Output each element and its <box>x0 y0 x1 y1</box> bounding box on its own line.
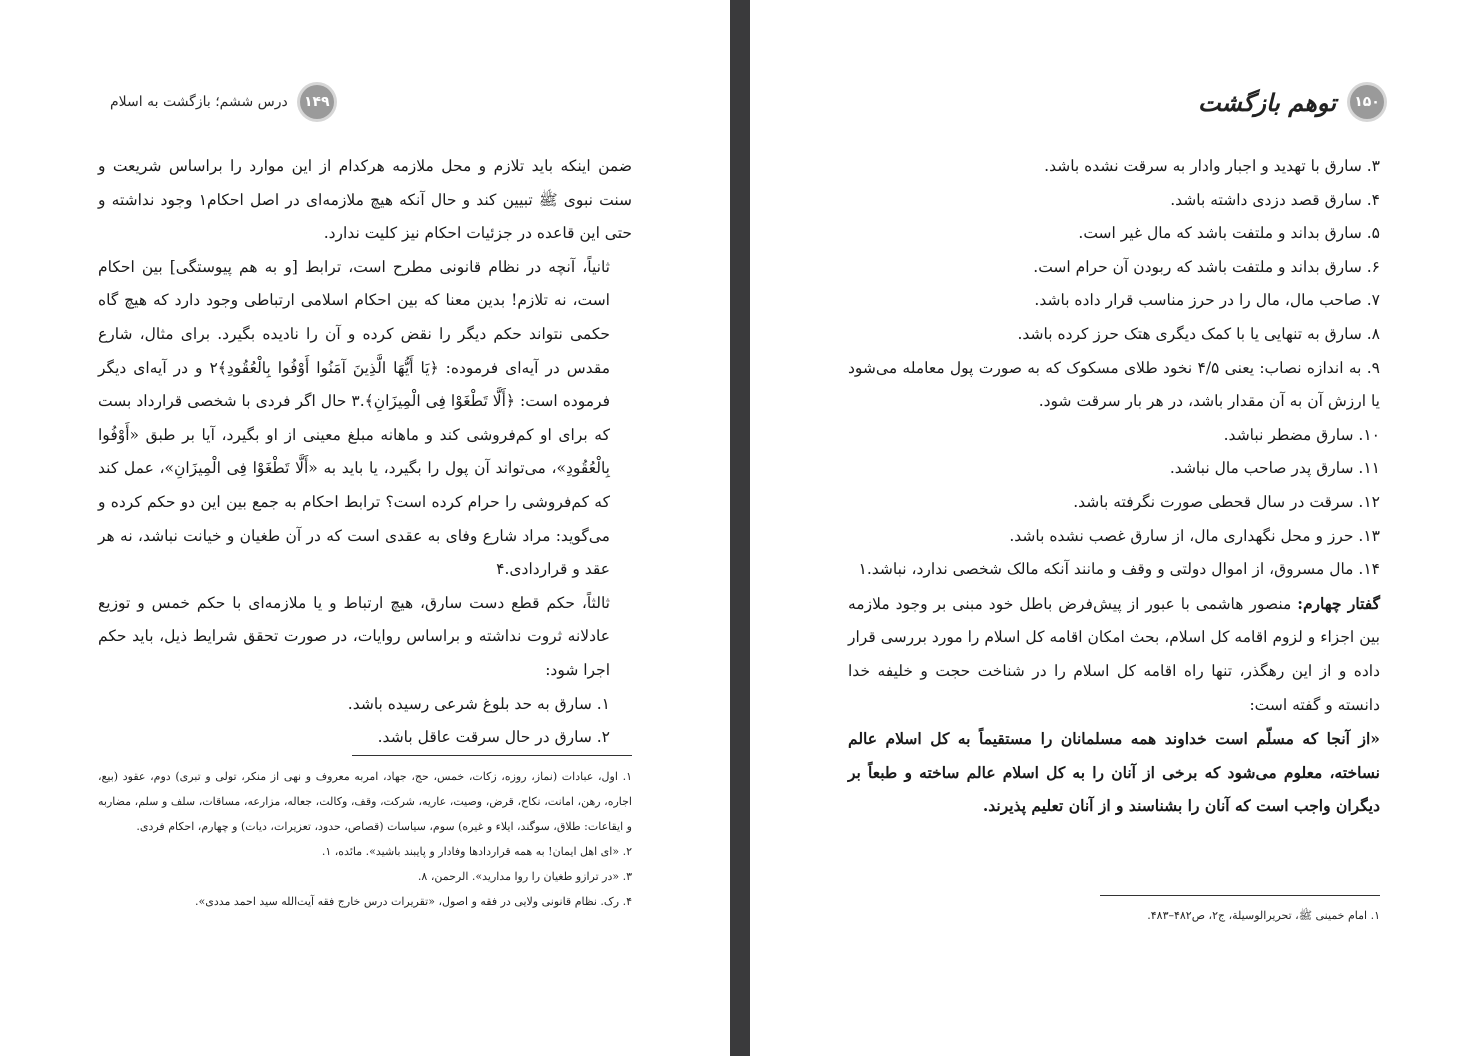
condition-item: ۹. به اندازه نصاب: یعنی ۴/۵ نخود طلای مسکوک که به صورت پول معامله می‌شود یا ارزش آن به آن مقدار باشد، در هر بار سرقت شود. <box>848 358 1380 411</box>
page-header <box>850 84 1384 120</box>
footnotes <box>848 903 1380 928</box>
book-gutter <box>730 0 750 1056</box>
condition-item: ۴. سارق قصد دزدی داشته باشد. <box>1170 190 1380 209</box>
condition-item: ۸. سارق به تنهایی یا با کمک دیگری هتک حرز کرده باشد. <box>1017 324 1380 343</box>
section-text: منصور هاشمی با عبور از پیش‌فرض باطل خود مبنی بر وجود ملازمه بین اجزاء و لزوم اقامه کل اسلام، بحث امکان اقامه کل اسلام را مورد بررسی قرار داده و از این رهگذر، تنها راه اقامه کل اسلام را در شناخت حجت و خلیفه خدا دانسته و گفته است: <box>848 594 1380 714</box>
condition-item: ۵. سارق بداند و ملتفت باشد که مال غیر است. <box>1078 224 1380 243</box>
footnote-divider <box>352 755 632 756</box>
page-149 <box>0 0 730 1056</box>
condition-item: ۱۰. سارق مضطر نباشد. <box>1223 425 1380 444</box>
condition-item: ۳. سارق با تهدید و اجبار وادار به سرقت نشده باشد. <box>1044 157 1380 175</box>
footnote: ۱. امام خمینی ﷺ، تحریرالوسیلة، ج۲، ص۴۸۲–۴۸۳. <box>1147 909 1380 922</box>
page-150 <box>750 0 1484 1056</box>
book-title-logo: توهم بازگشت <box>1197 87 1336 117</box>
condition-item: ۱۴. مال مسروق، از اموال دولتی و وقف و مانند آنکه مالک شخصی ندارد، نباشد.۱ <box>858 560 1380 579</box>
footnote-divider <box>1100 895 1380 896</box>
condition-item: ۱. سارق به حد بلوغ شرعی رسیده باشد. <box>347 694 610 713</box>
page-number-badge: ۱۴۹ <box>300 85 334 119</box>
condition-item: ۱۳. حرز و محل نگهداری مال، از سارق غصب نشده باشد. <box>1009 526 1380 545</box>
page-number-badge: ۱۵۰ <box>1350 85 1384 119</box>
footnote: ۲. «ای اهل ایمان! به همه قراردادها وفادار و پایبند باشید». مائده، ۱. <box>321 845 632 858</box>
quote-block: «از آنجا که مسلّم است خداوند همه مسلمانان را مستقیماً به کل اسلام عالم نساخته، معلوم می‌شود که برخی از آنان را به کل اسلام عالم ساخته و طبعاً بر دیگران واجب است که آنان را بشناسند و از آنان تعلیم پذیرند. <box>848 729 1380 816</box>
page-header <box>98 84 632 120</box>
footnote: ۴. رک. نظام قانونی ولایی در فقه و اصول، «تقریرات درس خارج فقه آیت‌الله سید احمد مددی». <box>195 895 632 908</box>
footnote: ۳. «در ترازو طغیان را روا مدارید». الرحمن، ۸. <box>417 870 632 883</box>
section-heading: گفتار چهارم: <box>1297 593 1380 613</box>
condition-item: ۱۲. سرقت در سال قحطی صورت نگرفته باشد. <box>1073 492 1380 511</box>
paragraph: ثالثاً، حکم قطع دست سارق، هیچ ارتباط و یا ملازمه‌ای با حکم خمس و توزیع عادلانه ثروت نداشته و براساس روایات، در صورت تحقق شرایط ذیل، باید حکم اجرا شود: <box>98 593 610 679</box>
condition-item: ۷. صاحب مال، مال را در حرز مناسب قرار داده باشد. <box>1034 291 1380 310</box>
condition-item: ۲. سارق در حال سرقت عاقل باشد. <box>377 728 610 747</box>
running-title: درس ششم؛ بازگشت به اسلام <box>110 94 288 110</box>
footnotes <box>98 764 632 914</box>
paragraph: ثانیاً، آنچه در نظام قانونی مطرح است، ترابط [و به هم پیوستگی] بین احکام است، نه تلازم! بدین معنا که بین احکام اسلامی ارتباطی وجود دارد که هیچ گاه حکمی نتواند حکم دیگر را نقض کرده و آن را نادیده بگیرد. برای مثال، شارع مقدس در آیه‌ای فرموده: ﴿یَا أَیُّهَا الَّذِینَ آمَنُوا أَوْفُوا بِالْعُقُودِ﴾۲ و در آیه‌ای دیگر فرموده است: ﴿أَلَّا تَطْغَوْا فِی الْمِیزَانِ﴾.۳ حال اگر فردی با شخصی قرارداد بست که برای او کم‌فروشی کند و ماهانه مبلغ معینی از او بگیرد، آیا بر طبق «أَوْفُوا بِالْعُقُودِ»، می‌تواند آن پول را بگیرد، یا باید به «أَلَّا تَطْغَوْا فِی الْمِیزَانِ»، عمل کند که کم‌فروشی را حرام کرده است؟ ترابط احکام به جمع بین این دو حکم کرده و می‌گوید: مراد شارع وفای به عقدی است که در آن طغیان و خیانت نباشد، نه هر عقد و قراردادی.۴ <box>98 257 610 579</box>
condition-item: ۱۱. سارق پدر صاحب مال نباشد. <box>1169 459 1380 478</box>
section-paragraph <box>848 587 1380 722</box>
condition-item: ۶. سارق بداند و ملتفت باشد که ربودن آن حرام است. <box>1033 257 1380 276</box>
footnote: ۱. اول، عبادات (نماز، روزه، زکات، خمس، حج، جهاد، امربه معروف و نهی از منکر، تولی و تبری) دوم، عقود (بیع، اجاره، رهن، امانت، نکاح، قرض، وصیت، عاریه، شرکت، وقف، وکالت، جعاله، مزارعه، مساقات، سلف و سلم، مضاربه و ایقاعات: طلاق، سوگند، ایلاء و غیره) سوم، سیاسات (قصاص، حدود، تعزیرات، دیات) و چهارم، احکام فردی. <box>98 770 632 833</box>
paragraph: ضمن اینکه باید تلازم و محل ملازمه هرکدام از این موارد را براساس شریعت و سنت نبوی ﷺ تبیین کند و حال آنکه هیچ ملازمه‌ای در اصل احکام۱ وجود نداشته و حتی این قاعده در جزئیات احکام نیز کلیت ندارد. <box>98 157 632 243</box>
body-text <box>848 150 1380 823</box>
body-text <box>98 150 632 755</box>
